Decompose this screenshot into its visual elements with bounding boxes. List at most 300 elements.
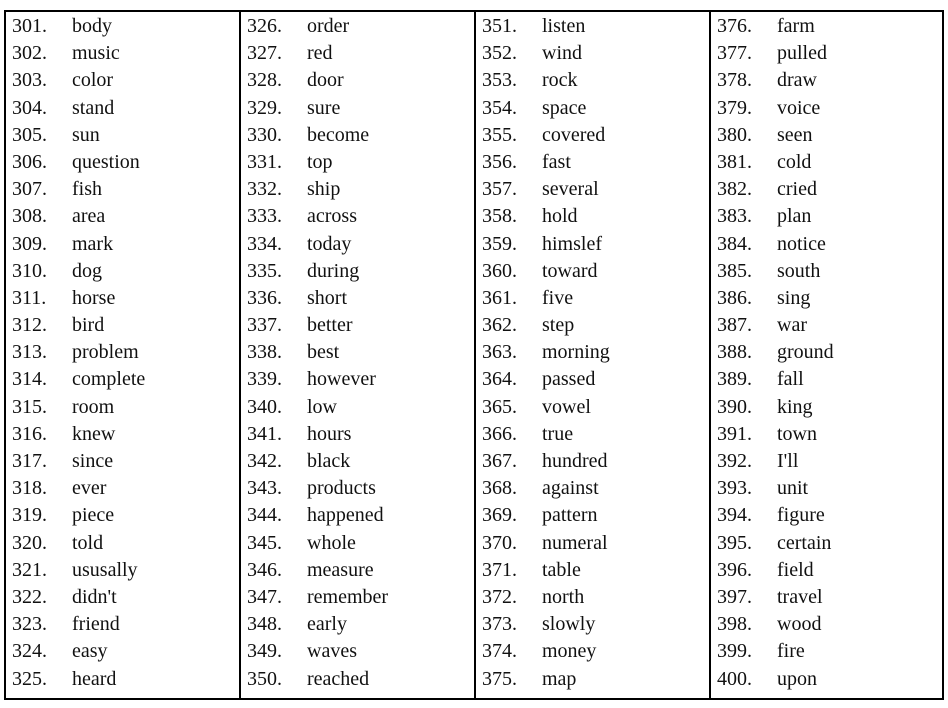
word-entry [476, 502, 709, 529]
entry-number: 366. [482, 422, 517, 445]
word-entry [241, 13, 474, 40]
word-entry [241, 203, 474, 230]
entry-number: 345. [247, 531, 282, 554]
word-entry [6, 666, 239, 693]
entry-word: fast [542, 150, 571, 173]
word-entry [711, 231, 942, 258]
entry-number: 324. [12, 640, 47, 663]
entry-number: 399. [717, 640, 752, 663]
entry-word: color [72, 69, 114, 92]
word-entry [711, 258, 942, 285]
entry-number: 313. [12, 341, 47, 364]
word-entry [241, 95, 474, 122]
entry-word: pattern [542, 504, 598, 527]
word-entry [241, 258, 474, 285]
entry-number: 319. [12, 504, 47, 527]
word-entry [6, 502, 239, 529]
entry-word: low [307, 395, 337, 418]
entry-number: 341. [247, 422, 282, 445]
entry-word: become [307, 123, 370, 146]
word-entry [711, 502, 942, 529]
word-entry [241, 40, 474, 67]
entry-word: town [777, 422, 817, 445]
entry-number: 338. [247, 341, 282, 364]
entry-word: red [307, 42, 333, 65]
word-entry [6, 176, 239, 203]
entry-number: 396. [717, 558, 752, 581]
entry-number: 358. [482, 205, 517, 228]
entry-number: 328. [247, 69, 282, 92]
word-entry [241, 176, 474, 203]
entry-word: order [307, 15, 350, 37]
entry-word: sing [777, 286, 811, 309]
entry-word: vowel [542, 395, 591, 418]
word-entry [711, 448, 942, 475]
entry-word: against [542, 477, 599, 500]
word-entry [711, 67, 942, 94]
entry-number: 336. [247, 286, 282, 309]
entry-word: across [307, 205, 357, 228]
entry-word: wind [542, 42, 582, 65]
entry-word: travel [777, 585, 823, 608]
word-entry [476, 339, 709, 366]
word-entry [241, 421, 474, 448]
word-entry [6, 584, 239, 611]
entry-word: waves [307, 640, 357, 663]
entry-word: question [72, 150, 140, 173]
entry-word: true [542, 422, 574, 445]
entry-number: 335. [247, 259, 282, 282]
word-entry [6, 611, 239, 638]
entry-word: plan [777, 205, 812, 228]
entry-word: hours [307, 422, 352, 445]
entry-word: knew [72, 422, 116, 445]
word-list-table [4, 10, 944, 700]
entry-number: 376. [717, 15, 752, 37]
word-entry [711, 203, 942, 230]
word-entry [476, 122, 709, 149]
entry-number: 384. [717, 232, 752, 255]
entry-word: several [542, 178, 599, 201]
word-entry [711, 122, 942, 149]
entry-number: 380. [717, 123, 752, 146]
entry-word: body [72, 15, 112, 37]
entry-word: step [542, 314, 575, 337]
entry-number: 302. [12, 42, 47, 65]
entry-word: easy [72, 640, 108, 663]
entry-word: mark [72, 232, 114, 255]
word-entry [711, 285, 942, 312]
entry-number: 383. [717, 205, 752, 228]
word-entry [476, 312, 709, 339]
entry-word: voice [777, 96, 821, 119]
word-entry [241, 475, 474, 502]
entry-number: 357. [482, 178, 517, 201]
word-entry [6, 13, 239, 40]
word-entry [476, 530, 709, 557]
entry-word: rock [542, 69, 578, 92]
entry-word: morning [542, 341, 610, 364]
entry-word: short [307, 286, 347, 309]
entry-word: sun [72, 123, 100, 146]
entry-word: problem [72, 341, 139, 364]
word-entry [241, 502, 474, 529]
entry-word: seen [777, 123, 813, 146]
entry-word: stand [72, 96, 115, 119]
word-entry [476, 394, 709, 421]
entry-word: best [307, 341, 340, 364]
entry-word: room [72, 395, 115, 418]
word-entry [241, 448, 474, 475]
word-entry [711, 40, 942, 67]
entry-number: 394. [717, 504, 752, 527]
entry-word: war [777, 314, 807, 337]
entry-number: 379. [717, 96, 752, 119]
entry-number: 385. [717, 259, 752, 282]
entry-word: fall [777, 368, 804, 391]
word-entry [241, 122, 474, 149]
word-column-3 [476, 12, 711, 698]
entry-number: 310. [12, 259, 47, 282]
word-entry [6, 95, 239, 122]
entry-number: 378. [717, 69, 752, 92]
entry-word: ever [72, 477, 107, 500]
entry-word: fish [72, 178, 102, 201]
entry-word: passed [542, 368, 596, 391]
entry-number: 306. [12, 150, 47, 173]
entry-number: 370. [482, 531, 517, 554]
entry-word: toward [542, 259, 598, 282]
entry-word: told [72, 531, 104, 554]
word-entry [241, 394, 474, 421]
entry-number: 386. [717, 286, 752, 309]
word-entry [711, 584, 942, 611]
entry-word: ship [307, 178, 341, 201]
entry-number: 307. [12, 178, 47, 201]
entry-number: 330. [247, 123, 282, 146]
word-column-1 [6, 12, 241, 698]
entry-number: 327. [247, 42, 282, 65]
entry-number: 360. [482, 259, 517, 282]
entry-number: 337. [247, 314, 282, 337]
entry-word: remember [307, 585, 389, 608]
entry-number: 312. [12, 314, 47, 337]
entry-number: 353. [482, 69, 517, 92]
entry-number: 392. [717, 450, 752, 472]
entry-word: notice [777, 232, 826, 255]
entry-number: 391. [717, 422, 752, 445]
entry-word: piece [72, 504, 115, 527]
entry-word: better [307, 314, 353, 337]
entry-number: 377. [717, 42, 752, 65]
word-entry [6, 421, 239, 448]
entry-word: certain [777, 531, 832, 554]
entry-word: ground [777, 341, 834, 364]
entry-number: 393. [717, 477, 752, 500]
entry-number: 388. [717, 341, 752, 364]
entry-word: whole [307, 531, 356, 554]
word-entry [711, 95, 942, 122]
entry-number: 375. [482, 667, 517, 690]
entry-number: 317. [12, 450, 47, 472]
entry-number: 400. [717, 667, 752, 690]
entry-word: space [542, 96, 587, 119]
word-entry [711, 638, 942, 665]
entry-word: during [307, 259, 360, 282]
entry-word: pulled [777, 42, 827, 65]
entry-word: I'll [777, 450, 799, 472]
entry-word: covered [542, 123, 606, 146]
word-entry [241, 584, 474, 611]
entry-number: 356. [482, 150, 517, 173]
entry-number: 351. [482, 15, 517, 37]
entry-number: 395. [717, 531, 752, 554]
entry-number: 368. [482, 477, 517, 500]
entry-number: 316. [12, 422, 47, 445]
word-entry [6, 40, 239, 67]
word-entry [476, 13, 709, 40]
entry-number: 333. [247, 205, 282, 228]
entry-number: 361. [482, 286, 517, 309]
entry-word: map [542, 667, 577, 690]
entry-number: 304. [12, 96, 47, 119]
entry-number: 334. [247, 232, 282, 255]
entry-number: 364. [482, 368, 517, 391]
entry-number: 322. [12, 585, 47, 608]
entry-number: 374. [482, 640, 517, 663]
entry-word: ususally [72, 558, 138, 581]
word-entry [711, 557, 942, 584]
entry-number: 326. [247, 15, 282, 37]
entry-word: hundred [542, 450, 608, 472]
entry-word: upon [777, 667, 817, 690]
word-entry [476, 285, 709, 312]
word-entry [6, 394, 239, 421]
entry-number: 372. [482, 585, 517, 608]
entry-number: 331. [247, 150, 282, 173]
entry-number: 365. [482, 395, 517, 418]
word-entry [241, 285, 474, 312]
word-entry [241, 666, 474, 693]
entry-number: 347. [247, 585, 282, 608]
entry-number: 325. [12, 667, 47, 690]
word-entry [6, 475, 239, 502]
word-entry [6, 122, 239, 149]
word-entry [6, 231, 239, 258]
entry-number: 355. [482, 123, 517, 146]
word-entry [6, 285, 239, 312]
entry-number: 301. [12, 15, 47, 37]
word-entry [476, 448, 709, 475]
word-entry [241, 339, 474, 366]
entry-number: 320. [12, 531, 47, 554]
word-entry [6, 638, 239, 665]
entry-word: hold [542, 205, 578, 228]
entry-number: 323. [12, 613, 47, 636]
entry-number: 359. [482, 232, 517, 255]
entry-word: cried [777, 178, 817, 201]
entry-word: top [307, 150, 333, 173]
word-column-2 [241, 12, 476, 698]
word-entry [476, 475, 709, 502]
entry-number: 369. [482, 504, 517, 527]
entry-word: heard [72, 667, 117, 690]
entry-number: 346. [247, 558, 282, 581]
entry-word: measure [307, 558, 374, 581]
word-entry [476, 557, 709, 584]
word-entry [241, 312, 474, 339]
entry-number: 381. [717, 150, 752, 173]
word-entry [241, 557, 474, 584]
entry-word: since [72, 450, 114, 472]
entry-word: slowly [542, 613, 596, 636]
word-entry [241, 67, 474, 94]
entry-word: complete [72, 368, 146, 391]
entry-number: 343. [247, 477, 282, 500]
word-entry [476, 40, 709, 67]
word-entry [6, 448, 239, 475]
entry-word: happened [307, 504, 384, 527]
entry-number: 397. [717, 585, 752, 608]
entry-number: 308. [12, 205, 47, 228]
word-entry [711, 149, 942, 176]
word-entry [711, 530, 942, 557]
word-entry [711, 13, 942, 40]
entry-number: 367. [482, 450, 517, 472]
entry-word: north [542, 585, 585, 608]
entry-word: bird [72, 314, 105, 337]
entry-number: 363. [482, 341, 517, 364]
word-entry [711, 176, 942, 203]
word-entry [241, 638, 474, 665]
entry-word: king [777, 395, 813, 418]
entry-word: didn't [72, 585, 117, 608]
entry-word: horse [72, 286, 116, 309]
word-entry [711, 312, 942, 339]
entry-word: music [72, 42, 120, 65]
entry-word: figure [777, 504, 825, 527]
entry-number: 321. [12, 558, 47, 581]
entry-word: numeral [542, 531, 608, 554]
entry-number: 339. [247, 368, 282, 391]
entry-word: farm [777, 15, 815, 37]
entry-word: five [542, 286, 574, 309]
entry-number: 311. [12, 286, 47, 309]
word-entry [711, 421, 942, 448]
word-entry [476, 231, 709, 258]
word-entry [711, 394, 942, 421]
entry-number: 398. [717, 613, 752, 636]
entry-number: 340. [247, 395, 282, 418]
entry-number: 389. [717, 368, 752, 391]
entry-word: money [542, 640, 597, 663]
entry-word: friend [72, 613, 120, 636]
entry-number: 387. [717, 314, 752, 337]
entry-number: 329. [247, 96, 282, 119]
word-entry [6, 203, 239, 230]
entry-word: unit [777, 477, 809, 500]
word-entry [711, 611, 942, 638]
entry-word: early [307, 613, 347, 636]
word-entry [476, 258, 709, 285]
entry-number: 303. [12, 69, 47, 92]
entry-number: 348. [247, 613, 282, 636]
word-entry [241, 149, 474, 176]
word-entry [241, 231, 474, 258]
word-entry [476, 366, 709, 393]
entry-number: 314. [12, 368, 47, 391]
word-entry [476, 67, 709, 94]
entry-word: draw [777, 69, 817, 92]
entry-number: 382. [717, 178, 752, 201]
entry-word: black [307, 450, 351, 472]
entry-word: field [777, 558, 814, 581]
entry-word: products [307, 477, 376, 500]
entry-word: sure [307, 96, 341, 119]
entry-word: himslef [542, 232, 602, 255]
entry-number: 371. [482, 558, 517, 581]
entry-word: south [777, 259, 821, 282]
entry-word: reached [307, 667, 370, 690]
entry-word: area [72, 205, 106, 228]
word-entry [6, 339, 239, 366]
entry-word: listen [542, 15, 586, 37]
entry-number: 349. [247, 640, 282, 663]
word-entry [6, 366, 239, 393]
entry-number: 342. [247, 450, 282, 472]
word-entry [711, 666, 942, 693]
word-entry [476, 203, 709, 230]
entry-word: door [307, 69, 344, 92]
entry-number: 309. [12, 232, 47, 255]
entry-number: 354. [482, 96, 517, 119]
word-entry [711, 475, 942, 502]
word-entry [476, 176, 709, 203]
entry-word: cold [777, 150, 812, 173]
word-column-4 [711, 12, 942, 698]
entry-number: 350. [247, 667, 282, 690]
word-entry [711, 339, 942, 366]
entry-number: 352. [482, 42, 517, 65]
entry-number: 373. [482, 613, 517, 636]
word-entry [241, 366, 474, 393]
word-entry [6, 258, 239, 285]
entry-number: 362. [482, 314, 517, 337]
entry-word: fire [777, 640, 805, 663]
word-entry [6, 530, 239, 557]
entry-word: today [307, 232, 352, 255]
word-entry [476, 421, 709, 448]
entry-word: wood [777, 613, 822, 636]
entry-word: however [307, 368, 376, 391]
word-entry [476, 95, 709, 122]
entry-number: 318. [12, 477, 47, 500]
word-entry [711, 366, 942, 393]
entry-number: 315. [12, 395, 47, 418]
word-entry [6, 67, 239, 94]
entry-number: 344. [247, 504, 282, 527]
word-entry [241, 611, 474, 638]
word-entry [476, 611, 709, 638]
word-entry [476, 666, 709, 693]
entry-number: 305. [12, 123, 47, 146]
word-entry [6, 557, 239, 584]
entry-word: table [542, 558, 581, 581]
word-entry [6, 312, 239, 339]
word-entry [476, 638, 709, 665]
entry-number: 332. [247, 178, 282, 201]
word-entry [6, 149, 239, 176]
